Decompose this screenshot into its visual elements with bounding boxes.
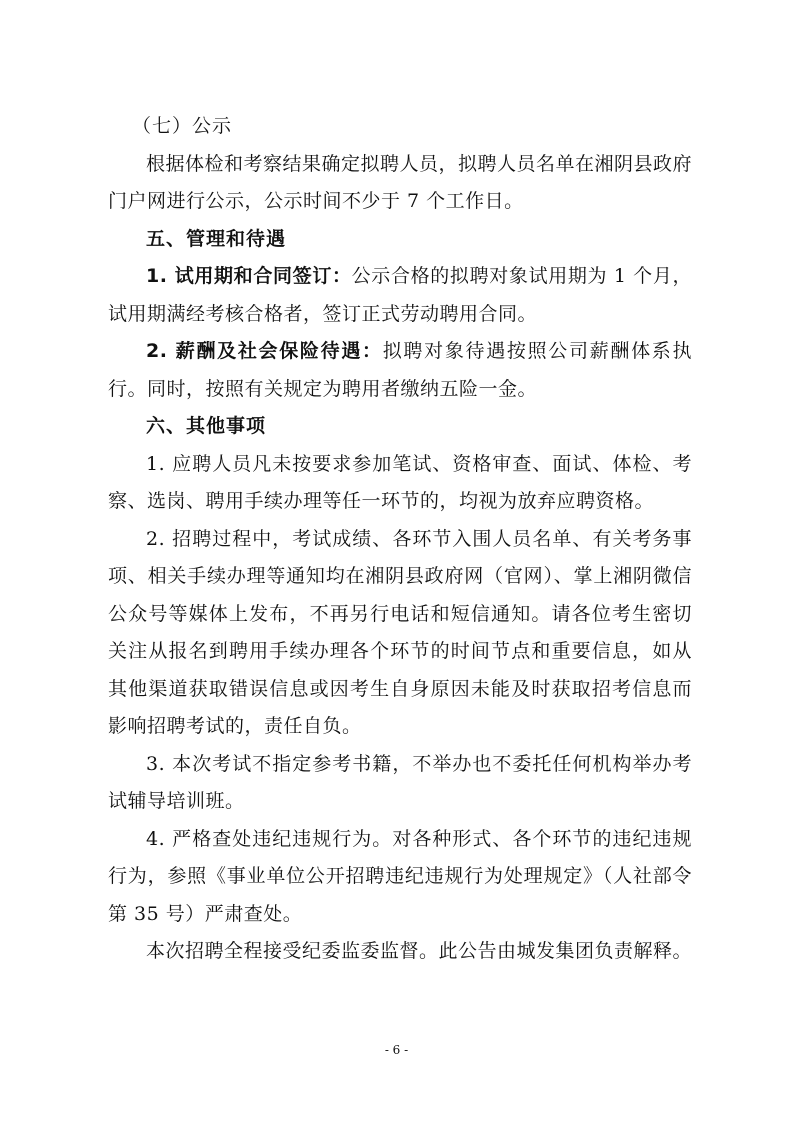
- section-5-item-1-label: 1. 试用期和合同签订：: [146, 265, 352, 287]
- section-6-item-3: 3. 本次考试不指定参考书籍，不举办也不委托任何机构举办考试辅导培训班。: [108, 752, 692, 812]
- section-5-heading: 五、管理和待遇: [146, 227, 287, 250]
- section-7-title: （七）公示: [132, 115, 233, 137]
- closing-paragraph: 本次招聘全程接受纪委监委监督。此公告由城发集团负责解释。: [146, 940, 693, 962]
- section-5-item-1-text: 公示合格的拟聘对象试用期为 1 个月，试用期满经考核合格者，签订正式劳动聘用合同。: [108, 265, 692, 325]
- section-6-item-2: 2. 招聘过程中，考试成绩、各环节入围人员名单、有关考务事项、相关手续办理等通知均在湘阴县政府网（官网）、掌上湘阴微信公众号等媒体上发布，不再另行电话和短信通知。请各位考生密切关注从报名到聘用手续办理各个环节的时间节点和重要信息，如从其他渠道获取错误信息或因考生自身原因未能及时获取招考信息而影响招聘考试的，责任自负。: [108, 527, 692, 737]
- section-6-item-1: 1. 应聘人员凡未按要求参加笔试、资格审查、面试、体检、考察、选岗、聘用手续办理等任一环节的，均视为放弃应聘资格。: [108, 452, 692, 512]
- page-number: - 6 -: [384, 1043, 409, 1057]
- section-5-item-1: [108, 258, 692, 333]
- section-5-item-2-text: 拟聘对象待遇按照公司薪酬体系执行。同时，按照有关规定为聘用者缴纳五险一金。: [108, 340, 692, 400]
- section-5-item-2-label: 2. 薪酬及社会保险待遇：: [146, 340, 383, 362]
- document-body: [108, 108, 692, 971]
- section-7-paragraph: 根据体检和考察结果确定拟聘人员，拟聘人员名单在湘阴县政府门户网进行公示，公示时间不少于 7 个工作日。: [108, 152, 693, 212]
- section-5-item-2: [108, 333, 692, 408]
- section-6-item-4: 4. 严格查处违纪违规行为。对各种形式、各个环节的违纪违规行为，参照《事业单位公开招聘违纪违规行为处理规定》（人社部令第 35 号）严肃查处。: [108, 827, 692, 925]
- section-6-heading: 六、其他事项: [146, 415, 267, 437]
